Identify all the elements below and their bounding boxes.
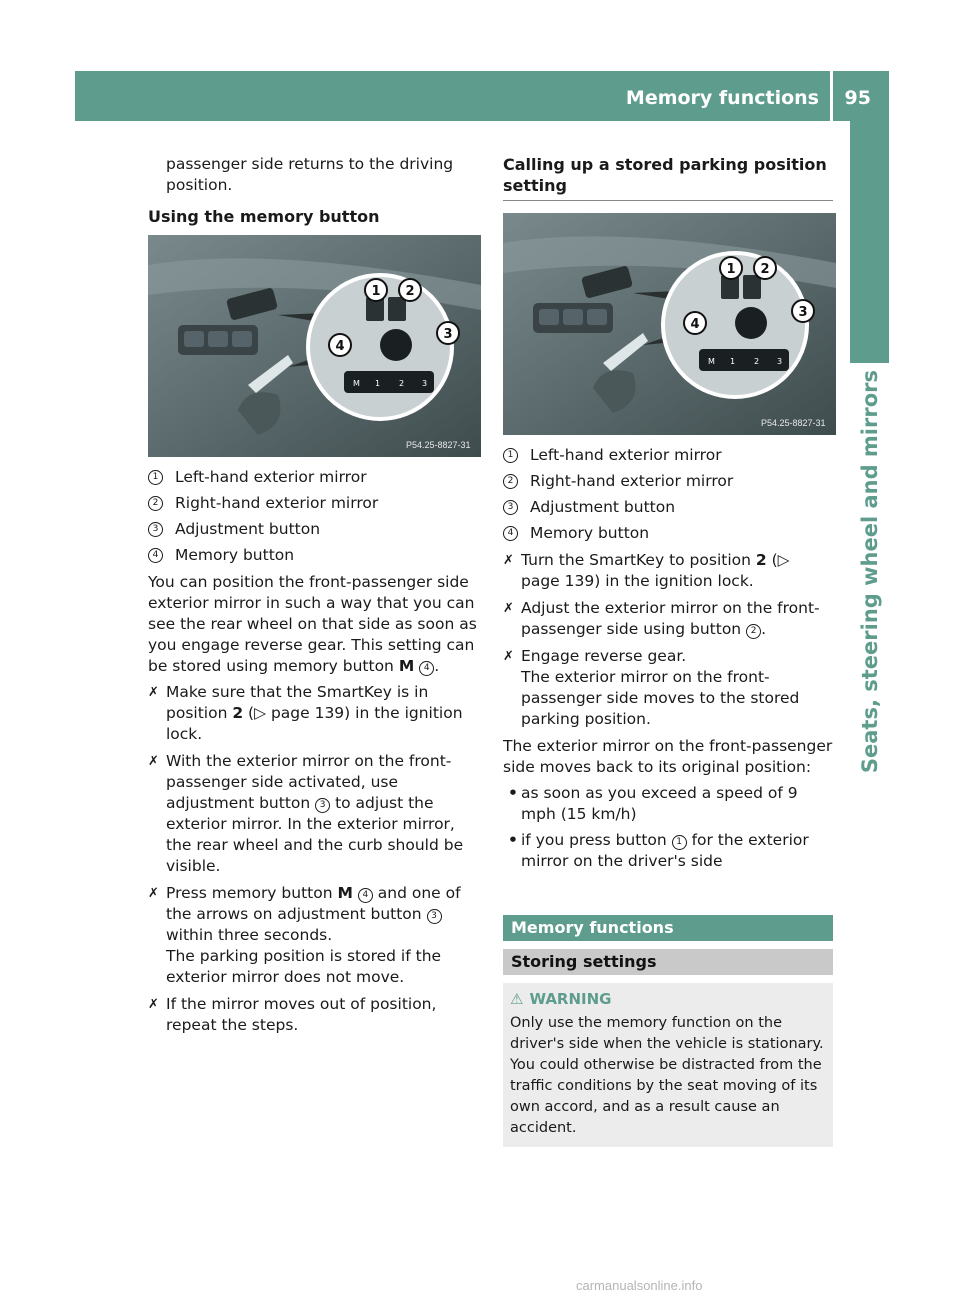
figure-button-m: M: [708, 357, 715, 366]
callout-item: 4 Memory button: [148, 545, 482, 566]
figure-button-1: 1: [375, 379, 381, 388]
page-header: [75, 71, 889, 121]
section-band-memory-functions: Memory functions: [503, 915, 833, 941]
left-column: [148, 154, 482, 1042]
figure-code: P54.25-8827-31: [406, 440, 471, 450]
callout-number-3: 3: [503, 500, 518, 515]
section-heading-parking-position: Calling up a stored parking position setting: [503, 154, 833, 201]
instruction-step: ✗ Turn the SmartKey to position 2 (▷ page 139) in the ignition lock.: [503, 551, 790, 590]
instruction-step: ✗ Press memory button M 4 and one of the arrows on adjustment button 3 within three seconds. The parking position is stored if the exterior mirror does not move.: [148, 884, 461, 986]
figure-button-2: 2: [754, 357, 760, 366]
instruction-step: ✗ Engage reverse gear. The exterior mirror on the front-passenger side moves to the stored parking position.: [503, 647, 800, 728]
callout-number-4: 4: [148, 548, 163, 563]
intro-text: passenger side returns to the driving position.: [166, 155, 454, 194]
header-title: Memory functions: [625, 87, 819, 109]
body-paragraph: The exterior mirror on the front-passenger side moves back to its original position:: [503, 737, 833, 776]
warning-text: Only use the memory function on the driver's side when the vehicle is stationary. You could otherwise be distracted from the traffic conditions by the seat moving of its own accord, and as a result cause an accident.: [510, 1015, 824, 1136]
figure-button-m: M: [353, 379, 360, 388]
callout-list: [503, 445, 833, 544]
svg-text:1: 1: [726, 262, 736, 277]
callout-item: 2 Right-hand exterior mirror: [148, 493, 482, 514]
svg-text:2: 2: [760, 262, 770, 277]
chapter-title-text: Seats, steering wheel and mirrors: [858, 370, 882, 774]
svg-text:2: 2: [405, 284, 415, 299]
subsection-band-storing-settings: Storing settings: [503, 949, 833, 975]
svg-text:3: 3: [798, 305, 808, 320]
figure-button-3: 3: [422, 379, 428, 388]
chapter-title: [852, 370, 888, 850]
page-number: 95: [844, 87, 871, 109]
instruction-step: ✗ If the mirror moves out of position, repeat the steps.: [148, 995, 437, 1034]
callout-number-1: 1: [148, 470, 163, 485]
warning-box: [503, 983, 833, 1147]
svg-text:4: 4: [690, 317, 700, 332]
figure-marker-4: [329, 334, 351, 356]
step-arrow-icon: ✗: [148, 754, 159, 769]
callout-item: 1 Left-hand exterior mirror: [503, 445, 833, 466]
instruction-step: ✗ Adjust the exterior mirror on the front-passenger side using button 2 .: [503, 599, 820, 638]
header-divider: [830, 71, 833, 121]
svg-text:3: 3: [443, 327, 453, 342]
figure-marker-2: [399, 279, 421, 301]
warning-triangle-icon: ⚠: [510, 990, 524, 1008]
chapter-tab: [850, 121, 889, 363]
figure-marker-1: [365, 279, 387, 301]
step-arrow-icon: ✗: [148, 997, 159, 1012]
figure-marker-3: [437, 322, 459, 344]
figure-marker-4: [684, 312, 706, 334]
section-heading-memory-button: Using the memory button: [148, 207, 380, 226]
figure-button-2: 2: [399, 379, 405, 388]
callout-list: [148, 467, 482, 566]
figure-marker-2: [754, 257, 776, 279]
door-panel-illustration: [148, 235, 481, 457]
callout-number-2: 2: [503, 474, 518, 489]
svg-text:1: 1: [371, 284, 381, 299]
step-arrow-icon: ✗: [503, 649, 514, 664]
callout-item: 3 Adjustment button: [503, 497, 833, 518]
step-arrow-icon: ✗: [503, 553, 514, 568]
step-arrow-icon: ✗: [503, 601, 514, 616]
callout-item: 4 Memory button: [503, 523, 833, 544]
callout-item: 2 Right-hand exterior mirror: [503, 471, 833, 492]
watermark: carmanualsonline.info: [576, 1278, 703, 1293]
step-arrow-icon: ✗: [148, 886, 159, 901]
figure-button-3: 3: [777, 357, 783, 366]
callout-item: 1 Left-hand exterior mirror: [148, 467, 482, 488]
figure-button-1: 1: [730, 357, 736, 366]
door-panel-illustration: [503, 213, 836, 435]
callout-item: 3 Adjustment button: [148, 519, 482, 540]
bullet-item: • as soon as you exceed a speed of 9 mph (15 km/h): [508, 784, 798, 823]
step-arrow-icon: ✗: [148, 685, 159, 700]
figure-marker-3: [792, 300, 814, 322]
parking-position-figure: [503, 213, 836, 435]
callout-number-4: 4: [503, 526, 518, 541]
svg-text:4: 4: [335, 339, 345, 354]
right-column: [503, 154, 833, 1147]
instruction-step: ✗ Make sure that the SmartKey is in position 2 (▷ page 139) in the ignition lock.: [148, 683, 463, 743]
callout-number-1: 1: [503, 448, 518, 463]
callout-number-3: 3: [148, 522, 163, 537]
memory-button-figure: [148, 235, 481, 457]
callout-number-2: 2: [148, 496, 163, 511]
bullet-item: • if you press button 1 for the exterior mirror on the driver's side: [508, 831, 809, 870]
instruction-step: ✗ With the exterior mirror on the front-passenger side activated, use adjustment button 3 to adjust the exterior mirror. In the exterior mirror, the rear wheel and the curb should be visible.: [148, 752, 464, 875]
body-paragraph: You can position the front-passenger side exterior mirror in such a way that you can see the rear wheel on that side as soon as you engage reverse gear. This setting can be stored using memory button M 4 .: [148, 573, 477, 675]
figure-code: P54.25-8827-31: [761, 418, 826, 428]
figure-marker-1: [720, 257, 742, 279]
warning-heading: ⚠ WARNING: [510, 990, 612, 1008]
